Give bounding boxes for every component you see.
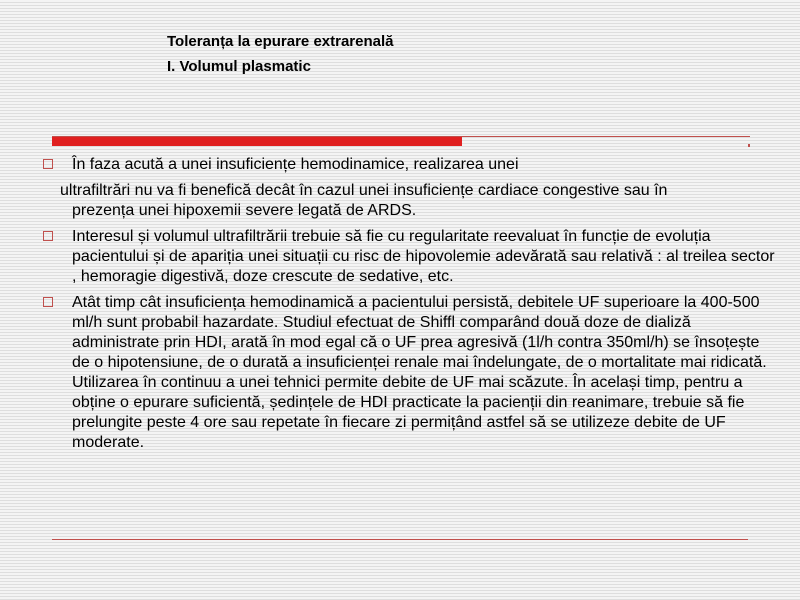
- top-divider-tick: [748, 144, 750, 147]
- top-divider-accent-bar: [52, 137, 462, 146]
- bullet-item-1: [43, 155, 778, 221]
- slide-subtitle: I. Volumul plasmatic: [167, 58, 311, 75]
- bullet-1-rest: prezența unei hipoxemii severe legată de ARDS.: [72, 202, 417, 219]
- slide-title-line-1: Toleranța la epurare extrarenală: [167, 33, 394, 50]
- slide-title: [167, 29, 394, 79]
- bullet-3-text: Atât timp cât insuficiența hemodinamică a pacientului persistă, debitele UF superioare la 400-500 ml/h sunt probabil hazardate. Studiul efectuat de Shiffl comparând două doze de dializă administrate prin HDI, arată în mod egal că o UF prea agresivă (1l/h contra 350ml/h) se însoțește de o hipotensiune, de o durată a insuficienței renale mai îndelungate, de o mortalitate mai ridicată. Utilizarea în continuu a unei tehnici permite debite de UF mai scăzute. În același timp, pentru a obține o epurare suficientă, ședințele de HDI practicate la pacienții din reanimare, trebuie să fie prelungite peste 4 ore sau repetate în fiecare zi permițând astfel să se utilizeze debite de UF moderate.: [72, 294, 767, 451]
- hollow-square-icon: [43, 159, 53, 169]
- bullet-2-text: Interesul și volumul ultrafiltrării trebuie să fie cu regularitate reevaluat în funcție de evoluția pacientului și de apariția unei situații cu risc de hipovolemie adevărată sau relativă : al treilea sector , hemoragie digestivă, doze crescute de sedative, etc.: [72, 228, 775, 285]
- bottom-divider: [52, 539, 748, 540]
- bullet-item-2: [43, 227, 778, 287]
- bullet-list: [43, 155, 778, 453]
- bullet-1-first-line: În faza acută a unei insuficiențe hemodinamice, realizarea unei: [72, 156, 519, 173]
- hollow-square-icon: [43, 297, 53, 307]
- bullet-item-3: [43, 293, 778, 453]
- hollow-square-icon: [43, 231, 53, 241]
- bullet-1-continuation-line: ultrafiltrări nu va fi benefică decât în cazul unei insuficiențe cardiace congestive sau în: [60, 182, 668, 199]
